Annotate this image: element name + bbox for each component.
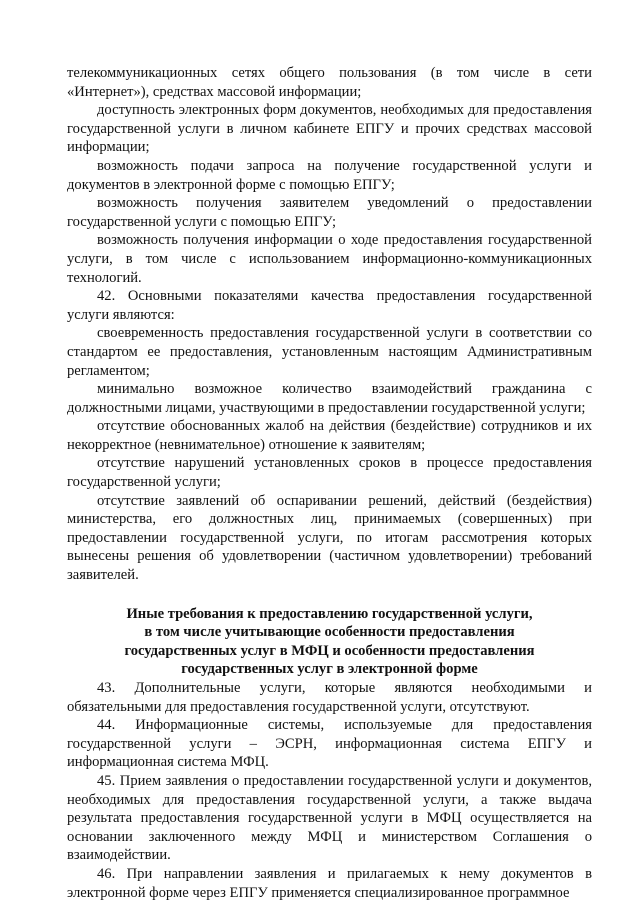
- paragraph: возможность получения информации о ходе предоставления государственной услуги, в том числе с использованием информационно-коммуникационных технологий.: [67, 232, 592, 286]
- paragraph: своевременность предоставления государственной услуги в соответствии со стандартом ее предоставления, установленным настоящим Административным регламентом;: [67, 325, 592, 379]
- paragraph: доступность электронных форм документов, необходимых для предоставления государственной услуги в личном кабинете ЕПГУ и прочих средствах массовой информации;: [67, 102, 592, 156]
- heading-line: государственных услуг в электронной форме: [181, 661, 478, 678]
- heading-line: Иные требования к предоставлению государственной услуги,: [126, 605, 533, 622]
- heading-line: в том числе учитывающие особенности предоставления: [144, 624, 515, 641]
- section-heading: [67, 605, 592, 679]
- paragraph-43: 43. Дополнительные услуги, которые являются необходимыми и обязательными для предоставления государственной услуги, отсутствуют.: [67, 680, 592, 715]
- paragraph-45: 45. Прием заявления о предоставлении государственной услуги и документов, необходимых для предоставления государственной услуги, а также выдача результата предоставления государственной услуги в МФЦ осуществляется на основании заключенного между МФЦ и министерством Соглашения о взаимодействии.: [67, 772, 592, 864]
- document-body: [67, 64, 592, 902]
- paragraph: минимально возможное количество взаимодействий гражданина с должностными лицами, участвующими в предоставлении государственной услуги;: [67, 381, 592, 416]
- paragraph-46: 46. При направлении заявления и прилагаемых к нему документов в электронной форме через ЕПГУ применяется специализированное программное: [67, 865, 592, 901]
- paragraph: возможность получения заявителем уведомлений о предоставлении государственной услуги с помощью ЕПГУ;: [67, 195, 592, 230]
- paragraph: отсутствие нарушений установленных сроков в процессе предоставления государственной услуги;: [67, 455, 592, 491]
- paragraph: отсутствие заявлений об оспаривании решений, действий (бездействия) министерства, его должностных лиц, принимаемых (совершенных) при предоставлении государственной услуги, по итогам рассмотрения которых вынесены решения об удовлетворении (частичном удовлетворении) требований заявителей.: [67, 492, 592, 584]
- paragraph-42: 42. Основными показателями качества предоставления государственной услуги являются:: [67, 288, 592, 323]
- paragraph: возможность подачи запроса на получение государственной услуги и документов в электронной форме с помощью ЕПГУ;: [67, 157, 592, 193]
- paragraph-44: 44. Информационные системы, используемые для предоставления государственной услуги – ЭСРН, информационная система ЕПГУ и информационная система МФЦ.: [67, 717, 592, 771]
- paragraph-continued: телекоммуникационных сетях общего пользования (в том числе в сети «Интернет»), средствах массовой информации;: [67, 65, 592, 100]
- heading-line: государственных услуг в МФЦ и особенности предоставления: [124, 642, 535, 659]
- paragraph: отсутствие обоснованных жалоб на действия (бездействие) сотрудников и их некорректное (невнимательное) отношение к заявителям;: [67, 418, 592, 453]
